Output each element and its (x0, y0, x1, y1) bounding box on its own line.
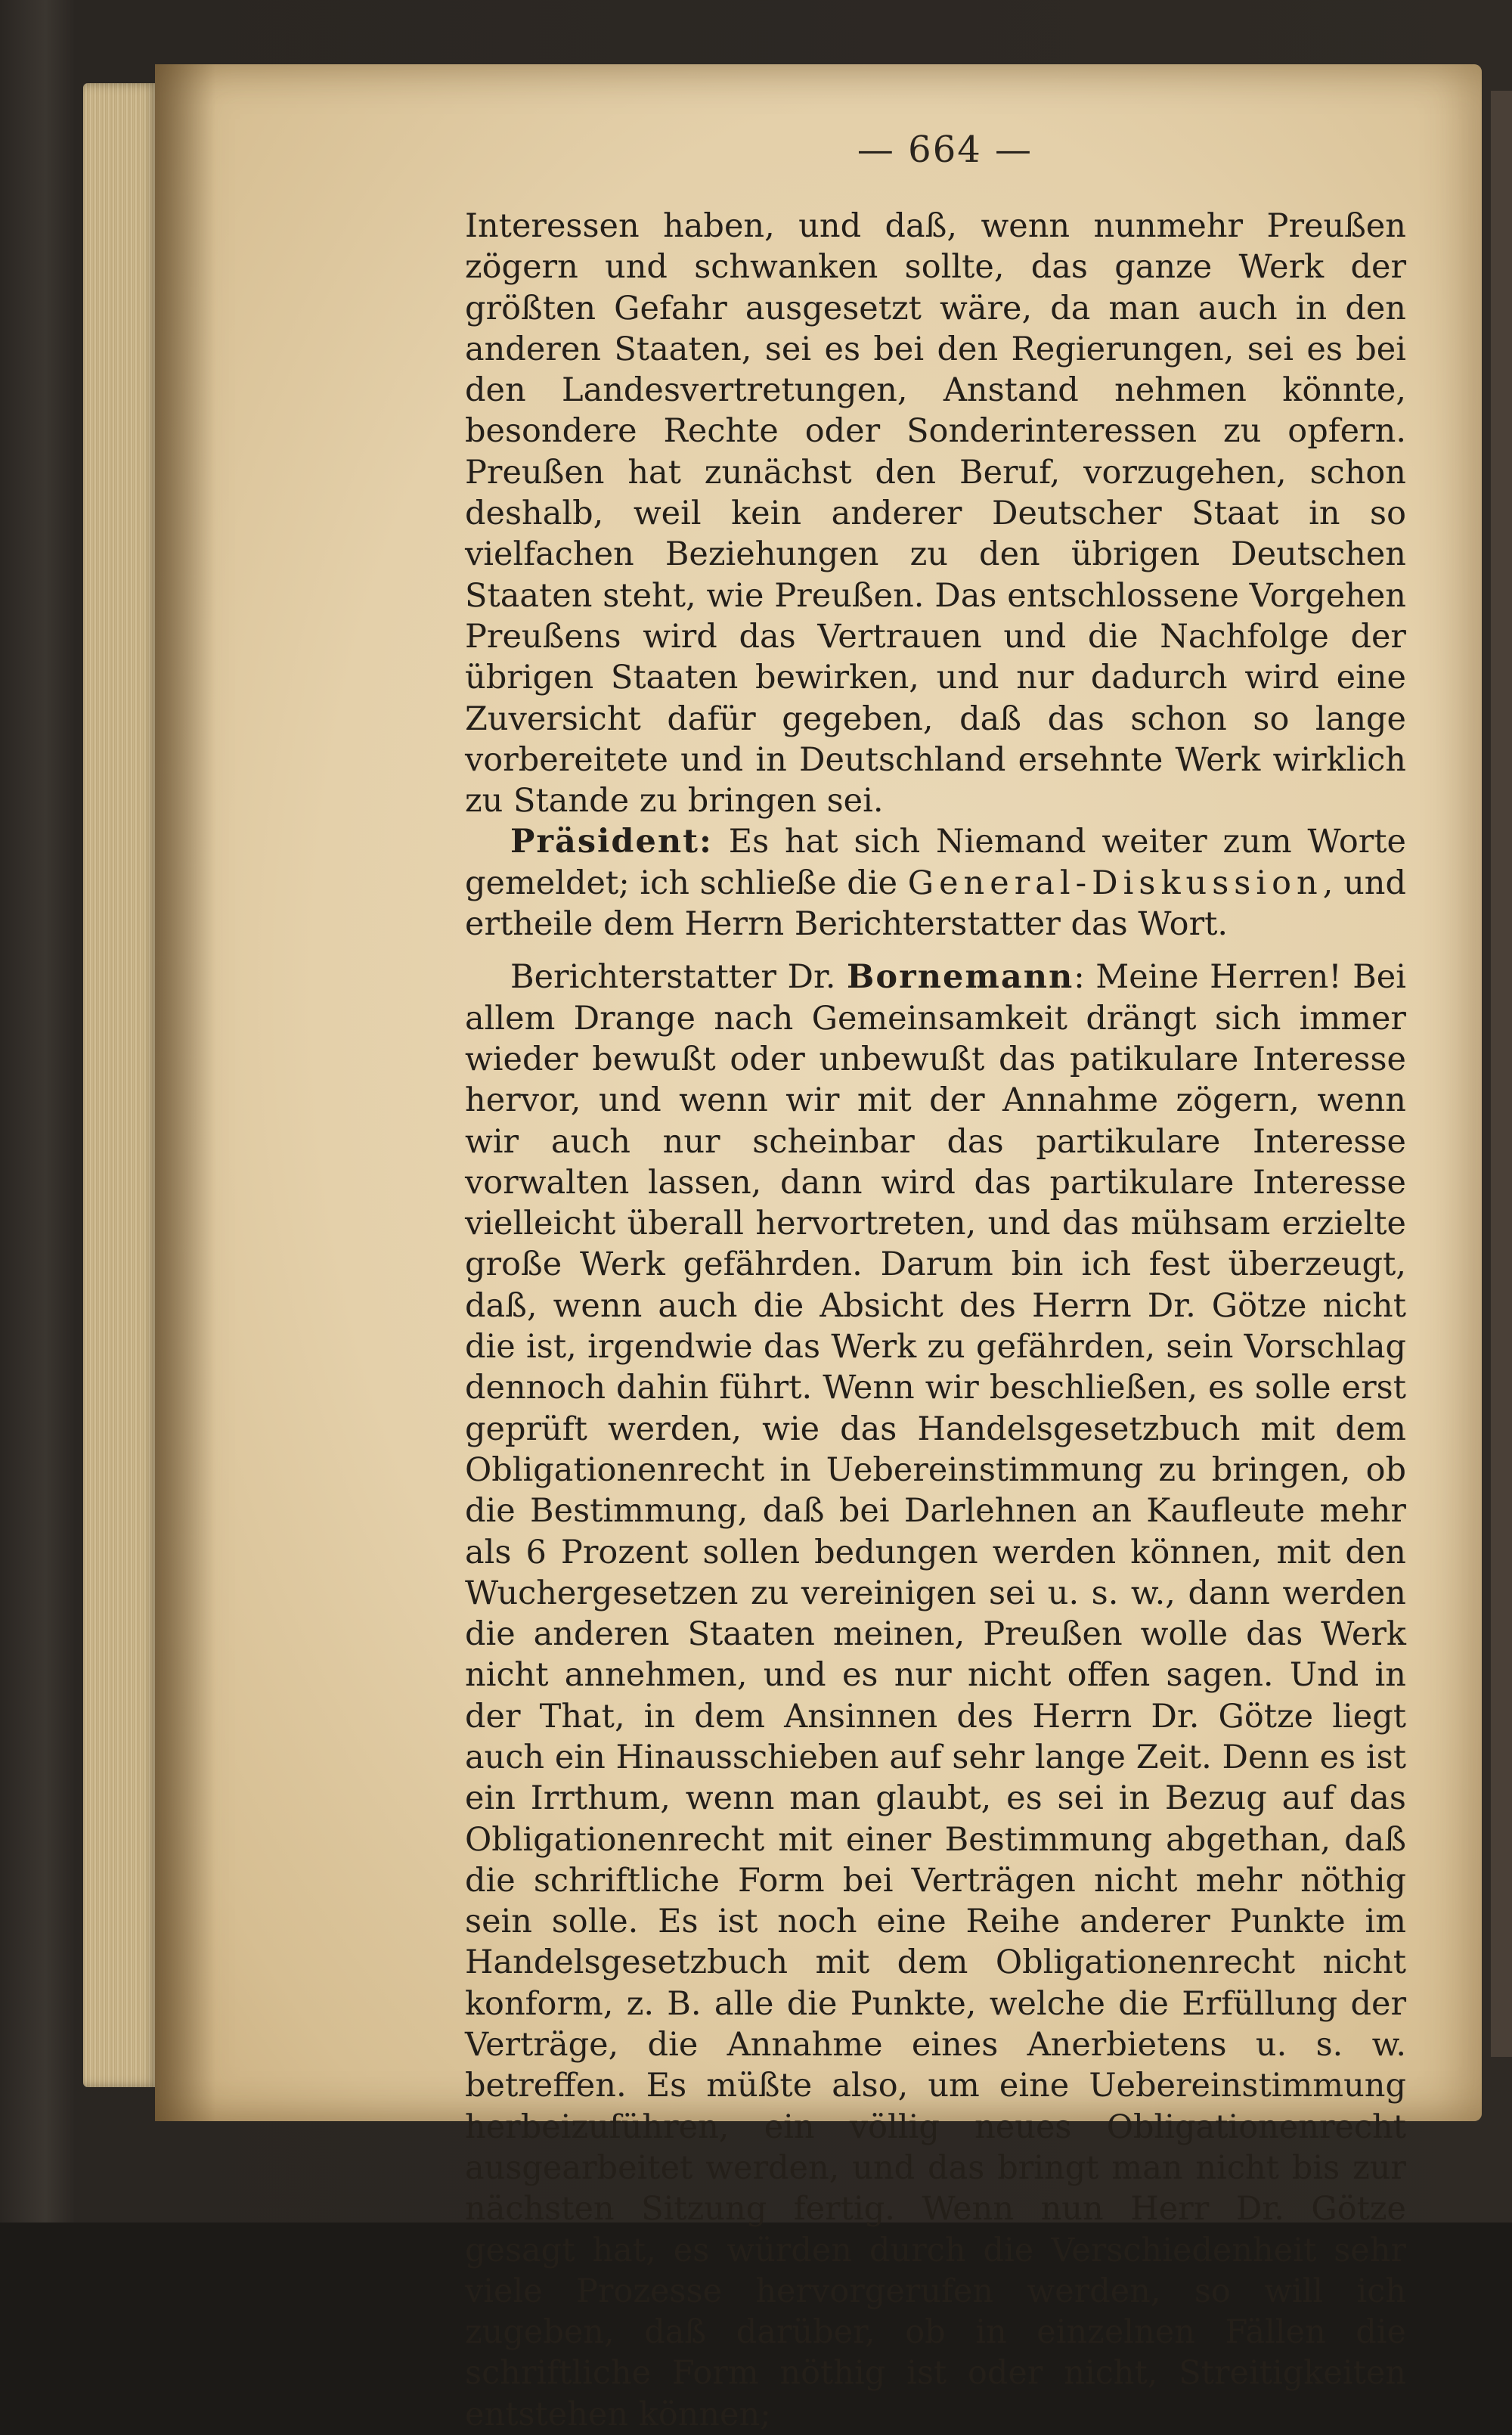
speaker-bornemann: Bornemann (847, 958, 1074, 997)
page-number: — 664 — (857, 129, 1033, 171)
paragraph-3 (465, 957, 1406, 2435)
gutter-shadow (155, 64, 215, 2121)
paragraph-3-text: : Meine Herren! Bei allem Drange nach Gemeinsamkeit drängt sich immer wieder bewußt oder unbewußt das patikulare Interesse hervor, und wenn wir mit der Annahme zögern, wenn wir auch nur scheinbar das partikulare Interesse vorwalten lassen, dann wird das partikulare Interesse vielleicht überall hervortreten, und das mühsam erzielte große Werk gefährden. Darum bin ich fest überzeugt, daß, wenn auch die Absicht des Herrn Dr. Götze nicht die ist, irgendwie das Werk zu gefährden, sein Vorschlag dennoch dahin führt. Wenn wir beschließen, es solle erst geprüft werden, wie das Handelsgesetzbuch mit dem Obligationenrecht in Uebereinstimmung zu bringen, ob die Bestimmung, daß bei Darlehnen an Kaufleute mehr als 6 Prozent sollen bedungen werden können, mit den Wuchergesetzen zu vereinigen sei u. s. w., dann werden die anderen Staaten meinen, Preußen wolle das Werk nicht annehmen, und es nur nicht offen sagen. Und in der That, in dem Ansinnen des Herrn Dr. Götze liegt auch ein Hinausschieben auf sehr lange Zeit. Denn es ist ein Irrthum, wenn man glaubt, es sei in Bezug auf das Obligationenrecht mit einer Bestimmung abgethan, daß die schriftliche Form bei Verträgen nicht mehr nöthig sein solle. Es ist noch eine Reihe anderer Punkte im Handelsgesetzbuch mit dem Obligationenrecht nicht konform, z. B. alle die Punkte, welche die Erfüllung der Verträge, die Annahme eines Anerbietens u. s. w. betreffen. Es müßte also, um eine Uebereinstimmung herbeizuführen, ein völlig neues Obligationenrecht ausgearbeitet werden, und das bringt man nicht bis zur nächsten Sitzung fertig. Wenn nun Herr Dr. Götze gesagt hat, es würden durch die Verschiedenheit sehr viele Prozesse hervorgerufen werden, so will ich zugeben, daß darüber, ob in einzelnen Fällen die schriftliche Form nöthig ist oder nicht, Streitigkeiten entstehen können; (465, 958, 1406, 2433)
paragraph-1 (465, 206, 1406, 821)
paragraph-2-text-after: , und ertheile dem Herrn Berichterstatter das Wort. (465, 864, 1406, 944)
next-page-edge (1491, 91, 1512, 2057)
speaker-prefix: Berichterstatter Dr. (510, 958, 847, 997)
page-edges-stack (83, 83, 159, 2087)
speaker-praesident: Präsident: (510, 823, 713, 861)
paragraph-2 (465, 821, 1406, 945)
paragraph-2-text-before: Es hat sich Niemand weiter zum Worte gemeldet; ich schließe die (465, 823, 1406, 902)
body-text (465, 206, 1406, 2435)
paragraph-1-text: Interessen haben, und daß, wenn nunmehr Preußen zögern und schwanken sollte, das ganze Werk der größten Gefahr ausgesetzt wäre, da man auch in den anderen Staaten, sei es bei den Regierungen, sei es bei den Landesvertretungen, Anstand nehmen könnte, besondere Rechte oder Sonderinteressen zu opfern. Preußen hat zunächst den Beruf, vorzugehen, schon deshalb, weil kein anderer Deutscher Staat in so vielfachen Beziehungen zu den übrigen Deutschen Staaten steht, wie Preußen. Das entschlossene Vorgehen Preußens wird das Vertrauen und die Nachfolge der übrigen Staaten bewirken, und nur dadurch wird eine Zuversicht dafür gegeben, daß das schon so lange vorbereitete und in Deutschland ersehnte Werk wirklich zu Stande zu bringen sei. (465, 207, 1406, 820)
general-discussion-term: General-Diskussion (907, 864, 1323, 902)
